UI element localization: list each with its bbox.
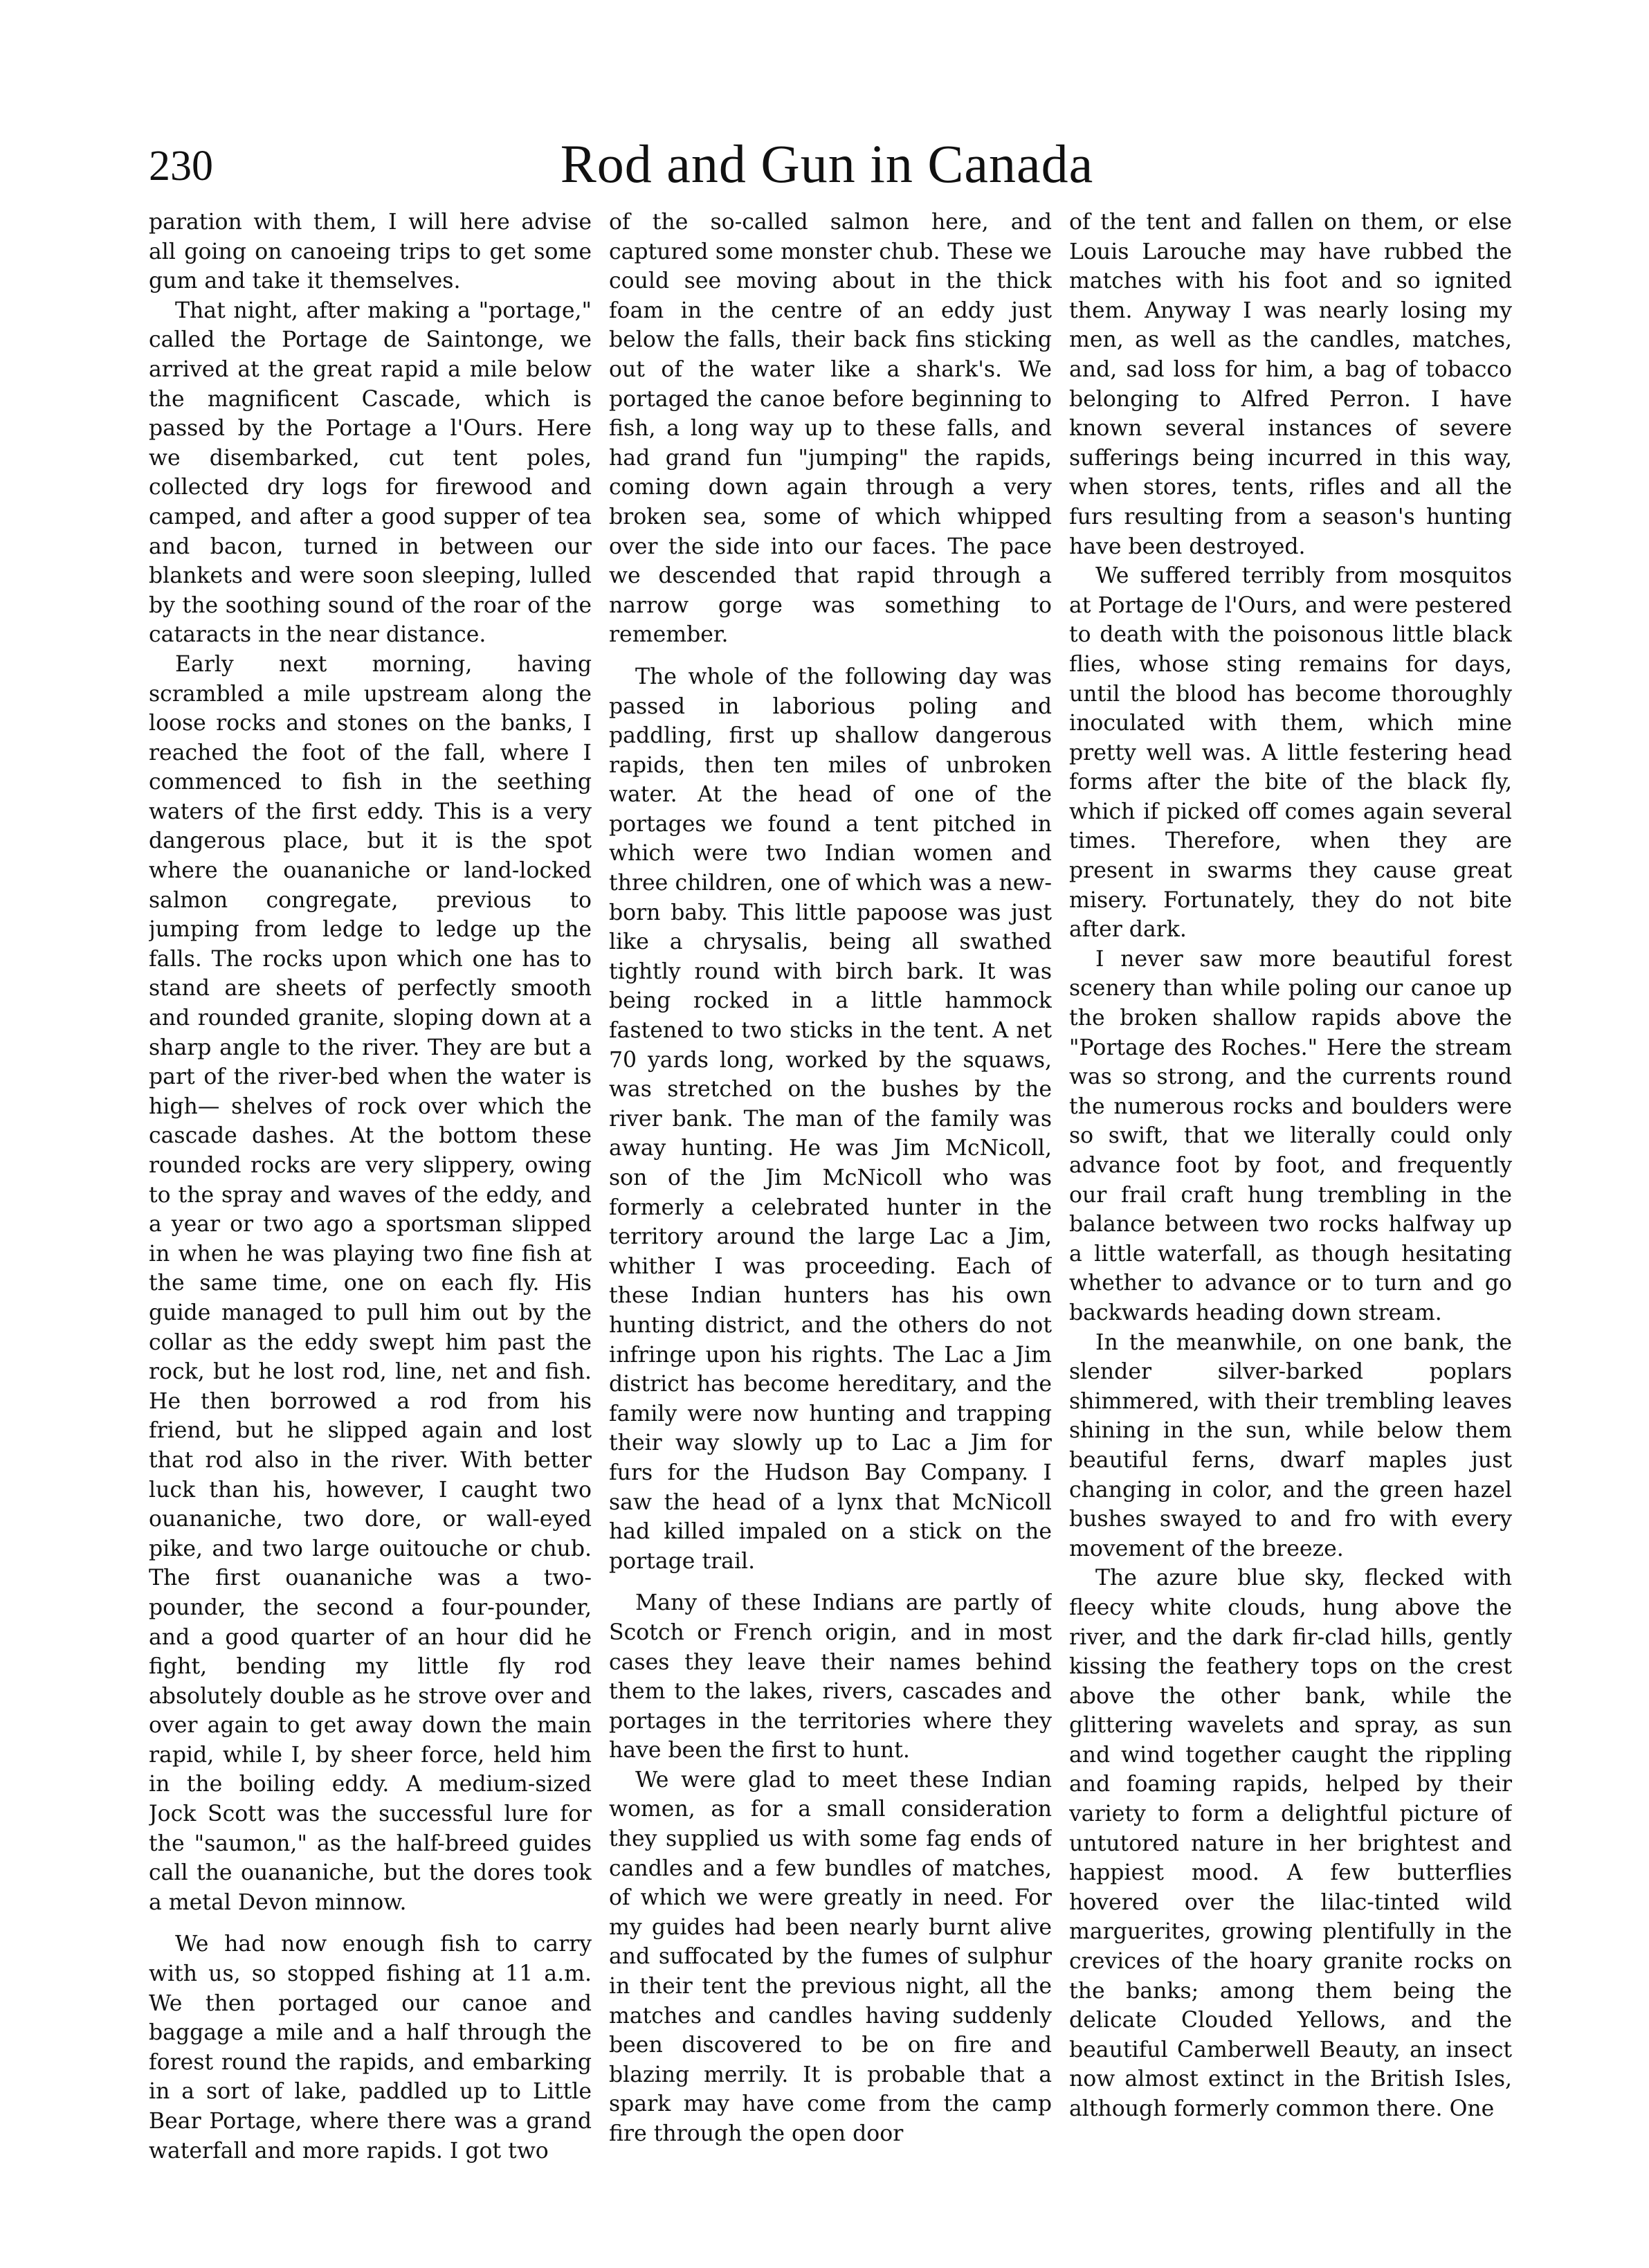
paragraph: of the so-called salmon here, and captured some monster chub. These we could see moving about in the thick foam in the centre of an eddy just below the falls, their back fins sticking out of the water like a shark's. We portaged the canoe before beginning to fish, a long way up to these falls, and had grand fun "jumping" the rapids, coming down again through a very broken sea, some of which whipped over the side into our faces. The pace we descended that rapid through a narrow gorge was something to remember. — [609, 210, 1052, 648]
paragraph: That night, after making a "portage," called the Portage de Saintonge, we arrived at the great rapid a mile below the magnificent Cascade, which is passed by the Portage a l'Ours. Here we disembarked, cut tent poles, collected dry logs for firewood and camped, and after a good supper of tea and bacon, turned in between our blankets and were soon sleeping, lulled by the soothing sound of the roar of the cataracts in the near distance. — [149, 298, 592, 648]
text-column-3 — [1069, 208, 1512, 2249]
paragraph: Early next morning, having scrambled a mile upstream along the loose rocks and stones on the banks, I reached the foot of the fall, where I commenced to fish in the seething waters of the first eddy. This is a very dangerous place, but it is the spot where the ouananiche or land-locked salmon congregate, previous to jumping from ledge to ledge up the falls. The rocks upon which one has to stand are sheets of perfectly smooth and rounded granite, sloping down at a sharp angle to the river. They are but a part of the river-bed when the water is high— shelves of rock over which the cascade dashes. At the bottom these rounded rocks are very slippery, owing to the spray and waves of the eddy, and a year or two ago a sportsman slipped in when he was playing two fine fish at the same time, one on each fly. His guide managed to pull him out by the collar as the eddy swept him past the rock, but he lost rod, line, net and fish. He then borrowed a rod from his friend, but he slipped again and lost that rod also in the river. With better luck than his, however, I caught two ouananiche, two dore, or wall-eyed pike, and two large ouitouche or chub. The first ouananiche was a two-pounder, the second a four-pounder, and a good quarter of an hour did he fight, bending my little fly rod absolutely double as he strove over and over again to get away down the main rapid, while I, by sheer force, held him in the boiling eddy. A medium-sized Jock Scott was the successful lure for the "saumon," as the half-breed guides call the ouananiche, but the dores took a metal Devon minnow. — [149, 651, 592, 1915]
paragraph: paration with them, I will here advise all going on canoeing trips to get some gum and take it themselves. — [149, 210, 592, 294]
text-column-2 — [609, 208, 1052, 2249]
paragraph: In the meanwhile, on one bank, the slender silver-barked poplars shimmered, with their trembling leaves shining in the sun, while below them beautiful ferns, dwarf maples just changing in color, and the green hazel bushes swayed to and fro with every movement of the breeze. — [1069, 1330, 1512, 1561]
paragraph: The azure blue sky, flecked with fleecy white clouds, hung above the river, and the dark fir-clad hills, gently kissing the feathery tops on the crest above the other bank, while the glittering wavelets and spray, as sun and wind together caught the rippling and foaming rapids, helped by their variety to form a delightful picture of untutored nature in her brightest and happiest mood. A few butterflies hovered over the lilac-tinted wild marguerites, growing plentifully in the crevices of the hoary granite rocks on the banks; among them being the delicate Clouded Yellows, and the beautiful Camberwell Beauty, an insect now almost extinct in the British Isles, although formerly common there. One — [1069, 1566, 1512, 2121]
paragraph: We had now enough fish to carry with us, so stopped fishing at 11 a.m. We then portaged our canoe and baggage a mile and a half through the forest round the rapids, and embarking in a sort of lake, paddled up to Little Bear Portage, where there was a grand waterfall and more rapids. I got two — [149, 1932, 592, 2163]
paragraph: of the tent and fallen on them, or else Louis Larouche may have rubbed the matches with his foot and so ignited them. Anyway I was nearly losing my men, as well as the candles, matches, and, sad loss for him, a bag of tobacco belonging to Alfred Perron. I have known several instances of severe sufferings being incurred in this way, when stores, tents, rifles and all the furs resulting from a season's hunting have been destroyed. — [1069, 210, 1512, 559]
paragraph: I never saw more beautiful forest scenery than while poling our canoe up the broken shallow rapids above the "Portage des Roches." Here the stream was so strong, and the currents round the numerous rocks and boulders were so swift, that we literally could only advance foot by foot, and frequently our frail craft hung trembling in the balance between two rocks halfway up a little waterfall, as though hesitating whether to advance or to turn and go backwards heading down stream. — [1069, 946, 1512, 1325]
paragraph: The whole of the following day was passed in laborious poling and paddling, first up shallow dangerous rapids, then ten miles of unbroken water. At the head of one of the portages we found a tent pitched in which were two Indian women and three children, one of which was a new-born baby. This little papoose was just like a chrysalis, being all swathed tightly round with birch bark. It was being rocked in a little hammock fastened to two sticks in the tent. A net 70 yards long, worked by the squaws, was stretched on the bushes by the river bank. The man of the family was away hunting. He was Jim McNicoll, son of the Jim McNicoll who was formerly a celebrated hunter in the territory around the large Lac a Jim, whither I was proceeding. Each of these Indian hunters has his own hunting district, and the others do not infringe upon his rights. The Lac a Jim district has become hereditary, and the family were now hunting and trapping their way slowly up to Lac a Jim for furs for the Hudson Bay Company. I saw the head of a lynx that McNicoll had killed impaled on a stick on the portage trail. — [609, 664, 1052, 1574]
page-header — [149, 104, 1505, 208]
paragraph: Many of these Indians are partly of Scotch or French origin, and in most cases they leave their names behind them to the lakes, rivers, cascades and portages in the territories where they have been the first to hunt. — [609, 1590, 1052, 1763]
running-title: Rod and Gun in Canada — [560, 134, 1094, 194]
page-number: 230 — [149, 143, 213, 190]
paragraph: We suffered terribly from mosquitos at Portage de l'Ours, and were pestered to death with the poisonous little black flies, whose sting remains for days, until the blood has become thoroughly inoculated with them, which mine pretty well was. A little festering head forms after the bite of the black fly, which if picked off comes again several times. Therefore, when they are present in swarms they cause great misery. Fortunately, they do not bite after dark. — [1069, 563, 1512, 943]
paragraph: We were glad to meet these Indian women, as for a small consideration they supplied us with some fag ends of candles and a few bundles of matches, of which we were greatly in need. For my guides had been nearly burnt alive and suffocated by the fumes of sulphur in their tent the previous night, all the matches and candles having suddenly been discovered to be on fire and blazing merrily. It is probable that a spark may have come from the camp fire through the open door — [609, 1767, 1052, 2146]
text-column-1 — [149, 208, 592, 2249]
